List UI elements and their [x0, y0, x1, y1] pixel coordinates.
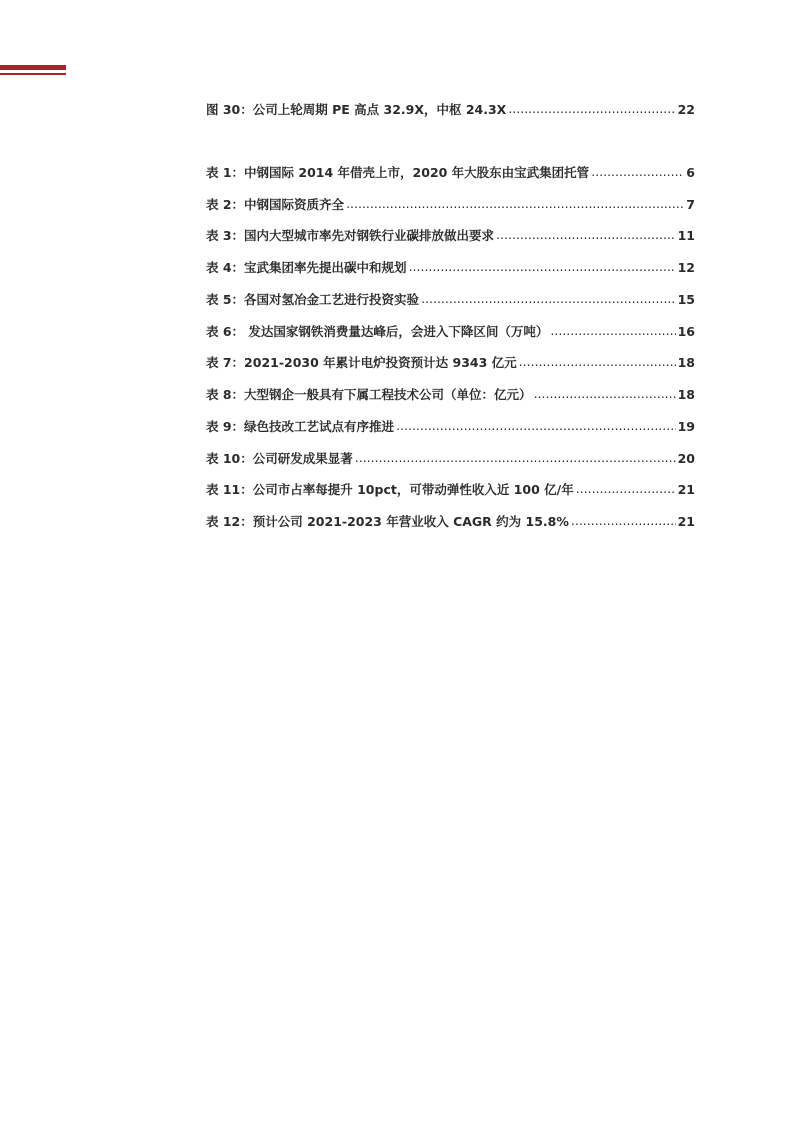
toc-entry-label: 表 4：宝武集团率先提出碳中和规划 — [206, 260, 407, 275]
toc-leader-dots — [346, 195, 684, 213]
toc-entry-label: 表 5：各国对氢冶金工艺进行投资实验 — [206, 292, 420, 307]
toc-entry-page: 22 — [677, 102, 695, 117]
toc-entry-label: 表 12：预计公司 2021-2023 年营业收入 CAGR 约为 15.8% — [206, 514, 569, 529]
toc-entry-page: 19 — [677, 419, 695, 434]
toc-entry-table[interactable] — [206, 196, 695, 214]
toc-leader-dots — [409, 258, 676, 276]
toc-entry-table[interactable] — [206, 386, 695, 404]
toc-entry-page: 12 — [677, 260, 695, 275]
toc-entry-label: 表 6： 发达国家钢铁消费量达峰后，会进入下降区间（万吨） — [206, 324, 549, 339]
toc-leader-dots — [421, 290, 676, 308]
header-bar-thin — [0, 73, 66, 75]
toc-leader-dots — [591, 163, 684, 181]
toc-leader-dots — [496, 226, 676, 244]
toc-entry-figure[interactable] — [206, 101, 695, 119]
toc-entry-label: 表 7：2021-2030 年累计电炉投资预计达 9343 亿元 — [206, 355, 517, 370]
toc-entry-page: 18 — [677, 355, 695, 370]
toc-entry-page: 21 — [677, 514, 695, 529]
toc-entry-page: 15 — [677, 292, 695, 307]
toc-entry-table[interactable] — [206, 450, 695, 468]
toc-entry-table[interactable] — [206, 164, 695, 182]
toc-entry-label: 表 10：公司研发成果显著 — [206, 451, 353, 466]
toc-entry-page: 7 — [686, 197, 695, 212]
toc-entry-page: 18 — [677, 387, 695, 402]
toc-entry-table[interactable] — [206, 513, 695, 531]
toc-leader-dots — [355, 449, 676, 467]
toc-leader-dots — [571, 512, 676, 530]
toc-leader-dots — [550, 322, 675, 340]
header-accent-bars — [0, 65, 66, 75]
toc-leader-dots — [519, 353, 676, 371]
toc-entry-page: 20 — [677, 451, 695, 466]
toc-entry-table[interactable] — [206, 323, 695, 341]
toc-entry-table[interactable] — [206, 354, 695, 372]
toc-leader-dots — [396, 417, 676, 435]
toc-leader-dots — [508, 100, 675, 118]
toc-leader-dots — [534, 385, 676, 403]
toc-entry-table[interactable] — [206, 481, 695, 499]
toc-leader-dots — [576, 480, 676, 498]
toc-entry-table[interactable] — [206, 418, 695, 436]
toc-entry-label: 表 8：大型钢企一般具有下属工程技术公司（单位：亿元） — [206, 387, 532, 402]
toc-entry-page: 11 — [677, 228, 695, 243]
toc-entry-table[interactable] — [206, 227, 695, 245]
toc-entry-page: 16 — [677, 324, 695, 339]
toc-entry-page: 6 — [686, 165, 695, 180]
toc-entry-label: 表 11：公司市占率每提升 10pct，可带动弹性收入近 100 亿/年 — [206, 482, 574, 497]
toc-entry-label: 表 1：中钢国际 2014 年借壳上市，2020 年大股东由宝武集团托管 — [206, 165, 590, 180]
toc-entry-table[interactable] — [206, 291, 695, 309]
toc-entry-table[interactable] — [206, 259, 695, 277]
toc-entry-label: 图 30：公司上轮周期 PE 高点 32.9X，中枢 24.3X — [206, 102, 507, 117]
toc-entry-label: 表 2：中钢国际资质齐全 — [206, 197, 345, 212]
toc-entry-page: 21 — [677, 482, 695, 497]
toc-entry-label: 表 9：绿色技改工艺试点有序推进 — [206, 419, 395, 434]
toc-entry-label: 表 3：国内大型城市率先对钢铁行业碳排放做出要求 — [206, 228, 495, 243]
